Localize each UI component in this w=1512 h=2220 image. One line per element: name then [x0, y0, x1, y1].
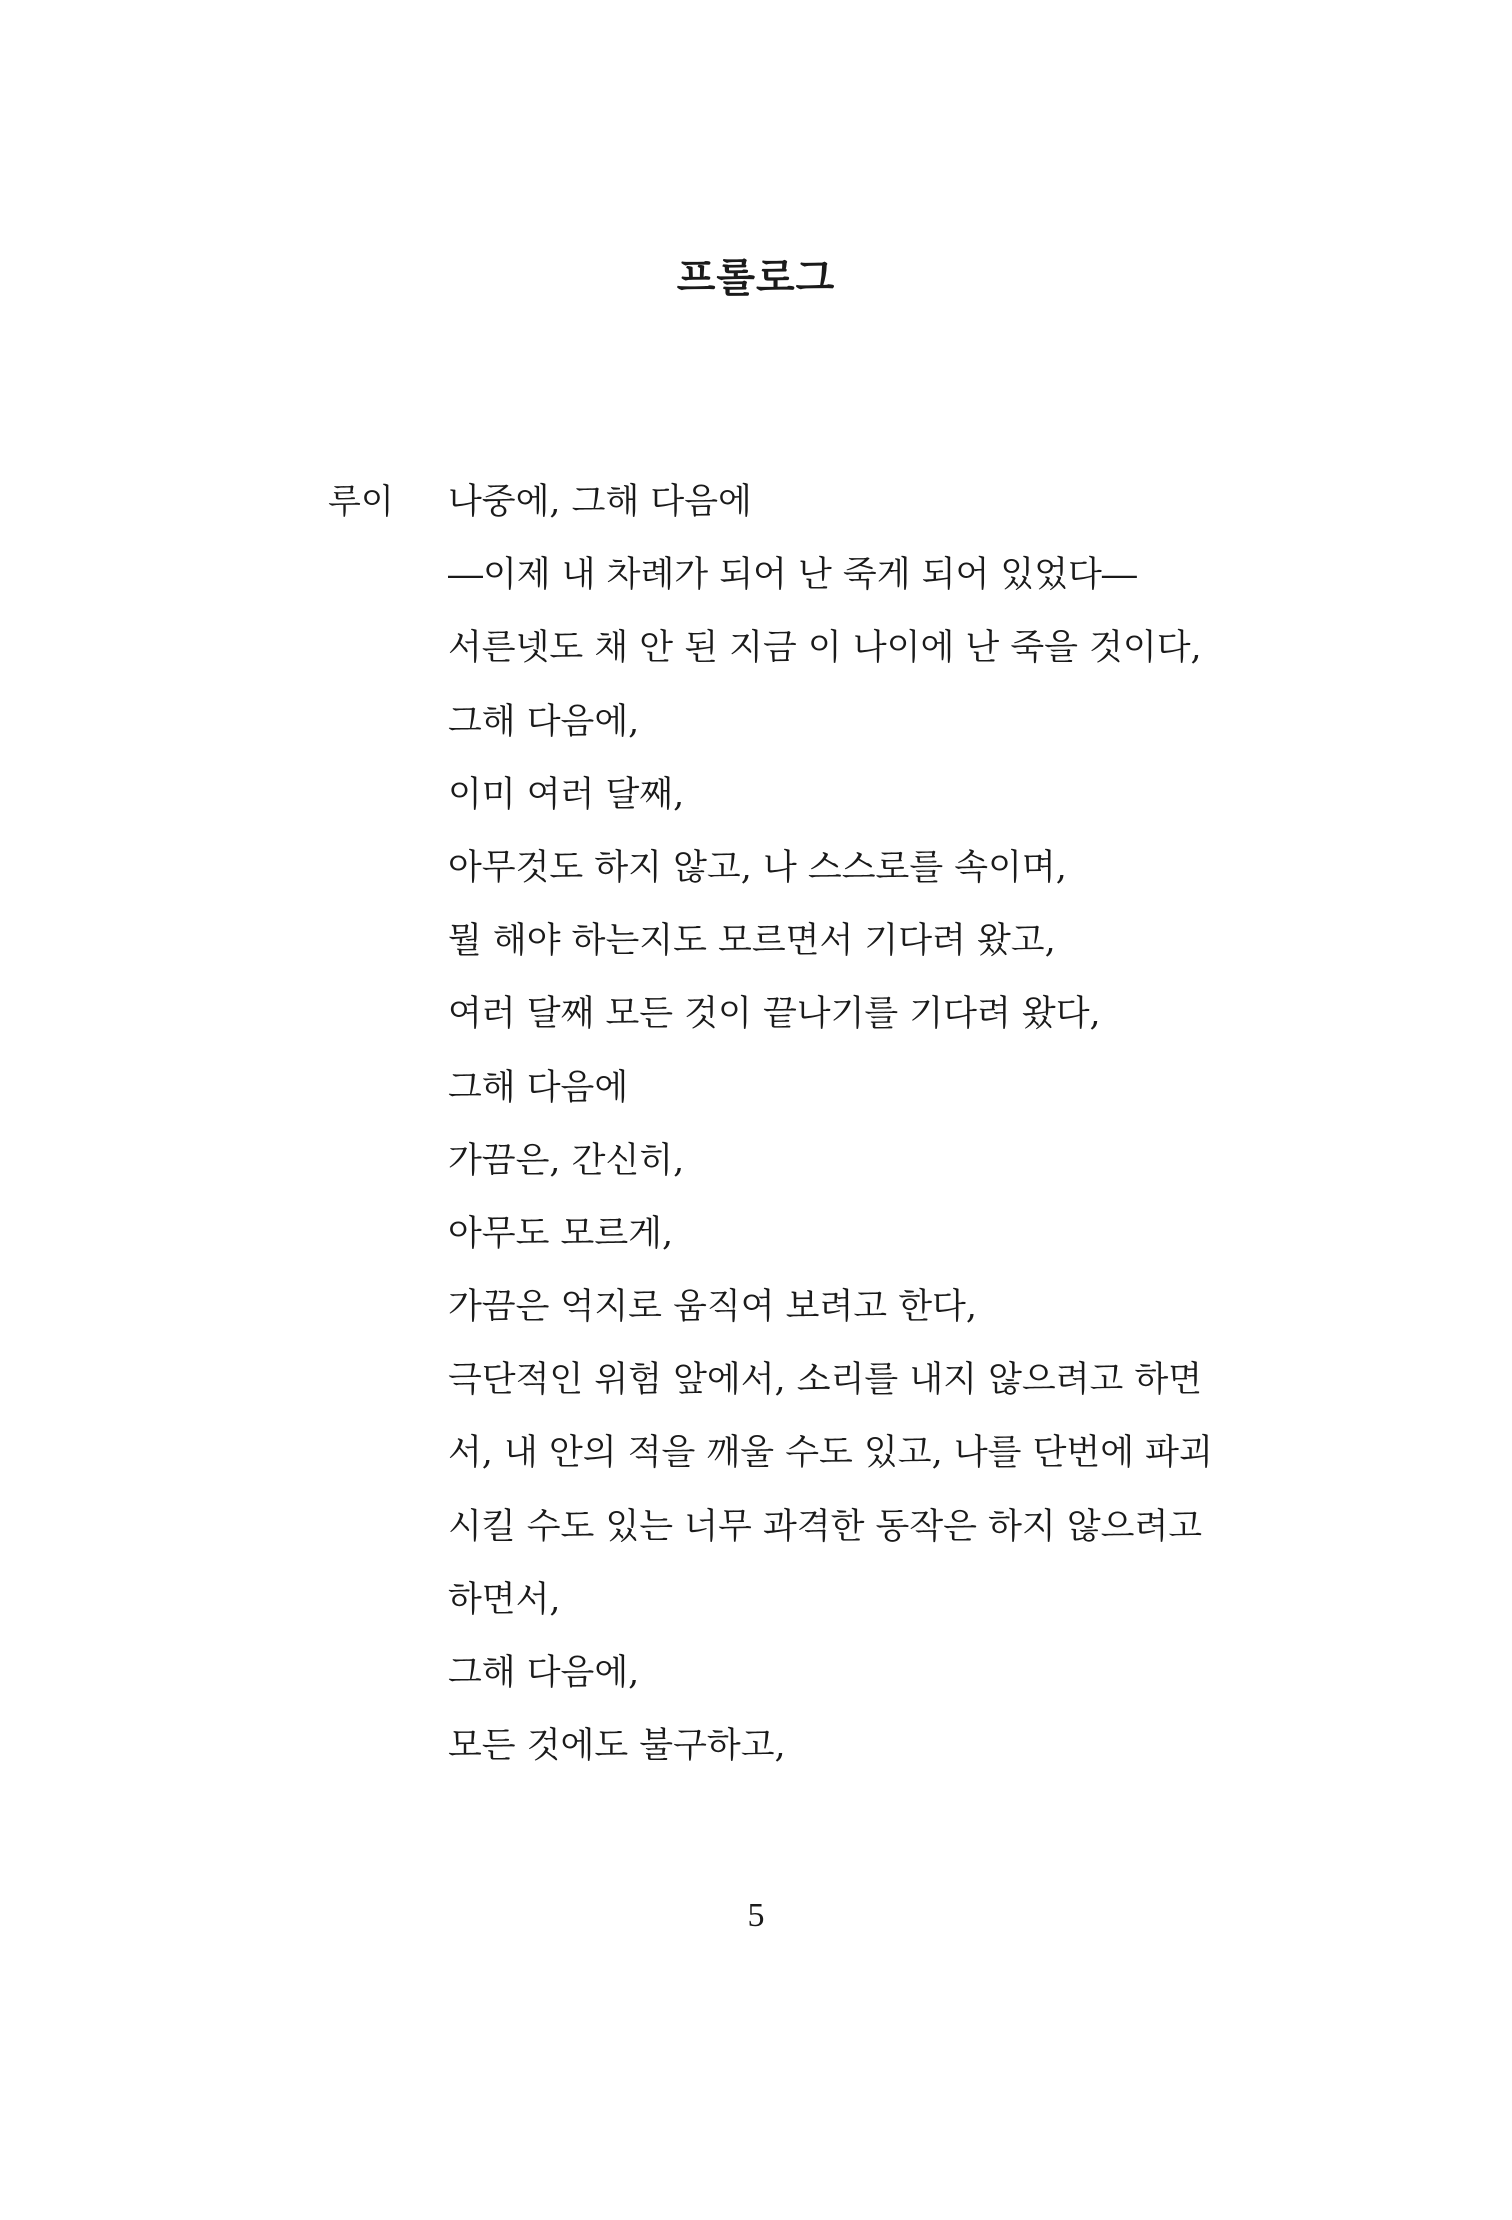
verse-line: 아무것도 하지 않고, 나 스스로를 속이며, [448, 847, 1067, 888]
verse-line: 가끔은, 간신히, [448, 1140, 685, 1181]
verse-line: 서, 내 안의 적을 깨울 수도 있고, 나를 단번에 파괴 [448, 1433, 1213, 1474]
chapter-title: 프롤로그 [676, 255, 836, 301]
page-number: 5 [747, 1897, 765, 1934]
verse-line: 모든 것에도 불구하고, [448, 1726, 786, 1767]
verse-line: 아무도 모르게, [448, 1213, 674, 1254]
verse-line: 나중에, 그해 다음에 [448, 482, 752, 522]
verse-line: 그해 다음에, [448, 701, 640, 742]
verse-line: 시킬 수도 있는 너무 과격한 동작은 하지 않으려고 [448, 1506, 1203, 1547]
verse-line: ―이제 내 차례가 되어 난 죽게 되어 있었다― [448, 555, 1137, 596]
verse-line: 뭘 해야 하는지도 모르면서 기다려 왔고, [448, 921, 1056, 962]
verse-line: 그해 다음에, [448, 1653, 640, 1693]
verse-line: 이미 여러 달째, [448, 774, 685, 815]
verse-line: 여러 달째 모든 것이 끝나기를 기다려 왔다, [448, 994, 1101, 1035]
speaker-name: 루이 [328, 482, 394, 522]
verse-line: 가끔은 억지로 움직여 보려고 한다, [448, 1287, 977, 1328]
verse-lines [448, 476, 1268, 1793]
verse-line: 극단적인 위험 앞에서, 소리를 내지 않으려고 하면 [448, 1360, 1203, 1401]
verse-line: 하면서, [448, 1579, 561, 1620]
verse-line: 그해 다음에 [448, 1067, 629, 1108]
verse-line: 서른넷도 채 안 된 지금 이 나이에 난 죽을 것이다, [448, 628, 1202, 669]
